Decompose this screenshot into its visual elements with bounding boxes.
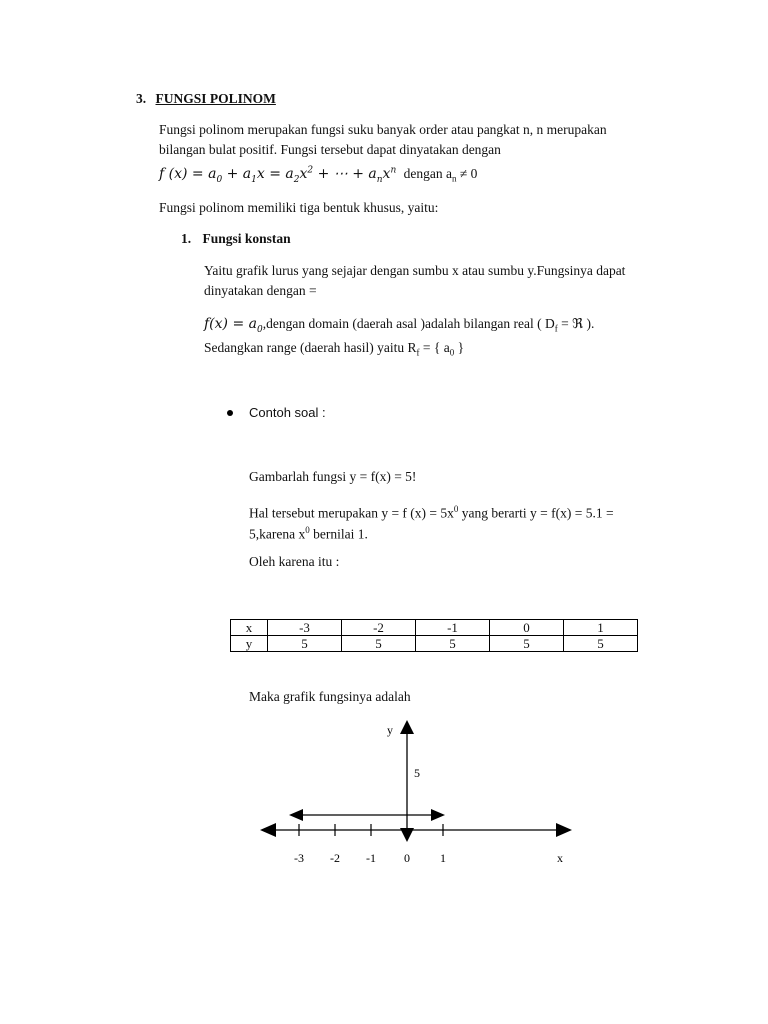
example-bullet-label: Contoh soal :	[249, 405, 326, 420]
table-cell: 5	[490, 636, 564, 652]
series-left-arrow-icon	[289, 809, 303, 821]
x-axis-left-arrow-icon	[260, 823, 276, 837]
x-tick-label: -2	[330, 851, 340, 865]
function-graph	[250, 712, 590, 882]
intro-line-1: Fungsi polinom merupakan fungsi suku banyak order atau pangkat n, n merupakan	[159, 122, 607, 137]
section-number: 3.	[136, 91, 147, 106]
y-tick-label: 5	[414, 766, 420, 780]
x-axis-label: x	[557, 851, 563, 865]
example-therefore: Oleh karena itu :	[249, 554, 340, 569]
table-cell: 5	[564, 636, 638, 652]
x-tick-label: 1	[440, 851, 446, 865]
table-cell: 0	[490, 620, 564, 636]
table-cell: 5	[268, 636, 342, 652]
section-heading	[136, 89, 276, 109]
intro-line-2: bilangan bulat positif. Fungsi tersebut dapat dinyatakan dengan	[159, 142, 501, 157]
table-cell: x	[231, 620, 268, 636]
table-row-x	[231, 620, 638, 636]
table-cell: 1	[564, 620, 638, 636]
bullet-dot-icon	[227, 410, 233, 416]
table-cell: 5	[342, 636, 416, 652]
table-cell: -3	[268, 620, 342, 636]
domain-line: $f(x) = a_0,dengan$ domain (daerah asal )adalah bilangan real ( $D_f$ = ℜ ).	[204, 316, 595, 335]
table-cell: y	[231, 636, 268, 652]
x-axis-right-arrow-icon	[556, 823, 572, 837]
subsection-heading	[181, 229, 291, 249]
x-tick-label: 0	[404, 851, 410, 865]
subsection-title: Fungsi konstan	[202, 231, 291, 246]
example-explanation-2: 5,karena $x^0$ bernilai 1.	[249, 525, 368, 542]
y-axis-top-arrow-icon	[400, 720, 414, 734]
value-table	[230, 619, 638, 652]
special-forms-text: Fungsi polinom memiliki tiga bentuk khusus, yaitu:	[159, 200, 439, 215]
series-right-arrow-icon	[431, 809, 445, 821]
range-line: Sedangkan range (daerah hasil) yaitu $R_f$ = { $a_0$ }	[204, 340, 465, 358]
konstan-line-1: Yaitu grafik lurus yang sejajar dengan sumbu x atau sumbu y.Fungsinya dapat	[204, 263, 626, 278]
table-cell: -2	[342, 620, 416, 636]
section-title: FUNGSI POLINOM	[155, 91, 276, 106]
polynomial-formula	[159, 160, 477, 189]
example-task: Gambarlah fungsi y = f(x) = 5!	[249, 469, 417, 484]
konstan-line-2: dinyatakan dengan =	[204, 283, 317, 298]
x-tick-label: -3	[294, 851, 304, 865]
constant-function-formula: $f(x) = a_0$	[204, 316, 263, 335]
formula-expression: f $(x) = a_0 + a_1x = a_2x^2$ + ⋯ + $a_nx^n$	[159, 165, 397, 185]
table-cell: -1	[416, 620, 490, 636]
y-axis-label: y	[387, 723, 393, 737]
y-axis-bottom-arrow-icon	[400, 828, 414, 842]
graph-intro: Maka grafik fungsinya adalah	[249, 689, 411, 704]
x-tick-label: -1	[366, 851, 376, 865]
example-explanation-1: Hal tersebut merupakan y = f $(x) = 5x^0$ yang berarti y = f(x) = 5.1 =	[249, 504, 614, 521]
table-row-y	[231, 636, 638, 652]
table-cell: 5	[416, 636, 490, 652]
subsection-number: 1.	[181, 231, 192, 246]
formula-condition: dengan $a_n \ne 0$	[403, 165, 478, 184]
